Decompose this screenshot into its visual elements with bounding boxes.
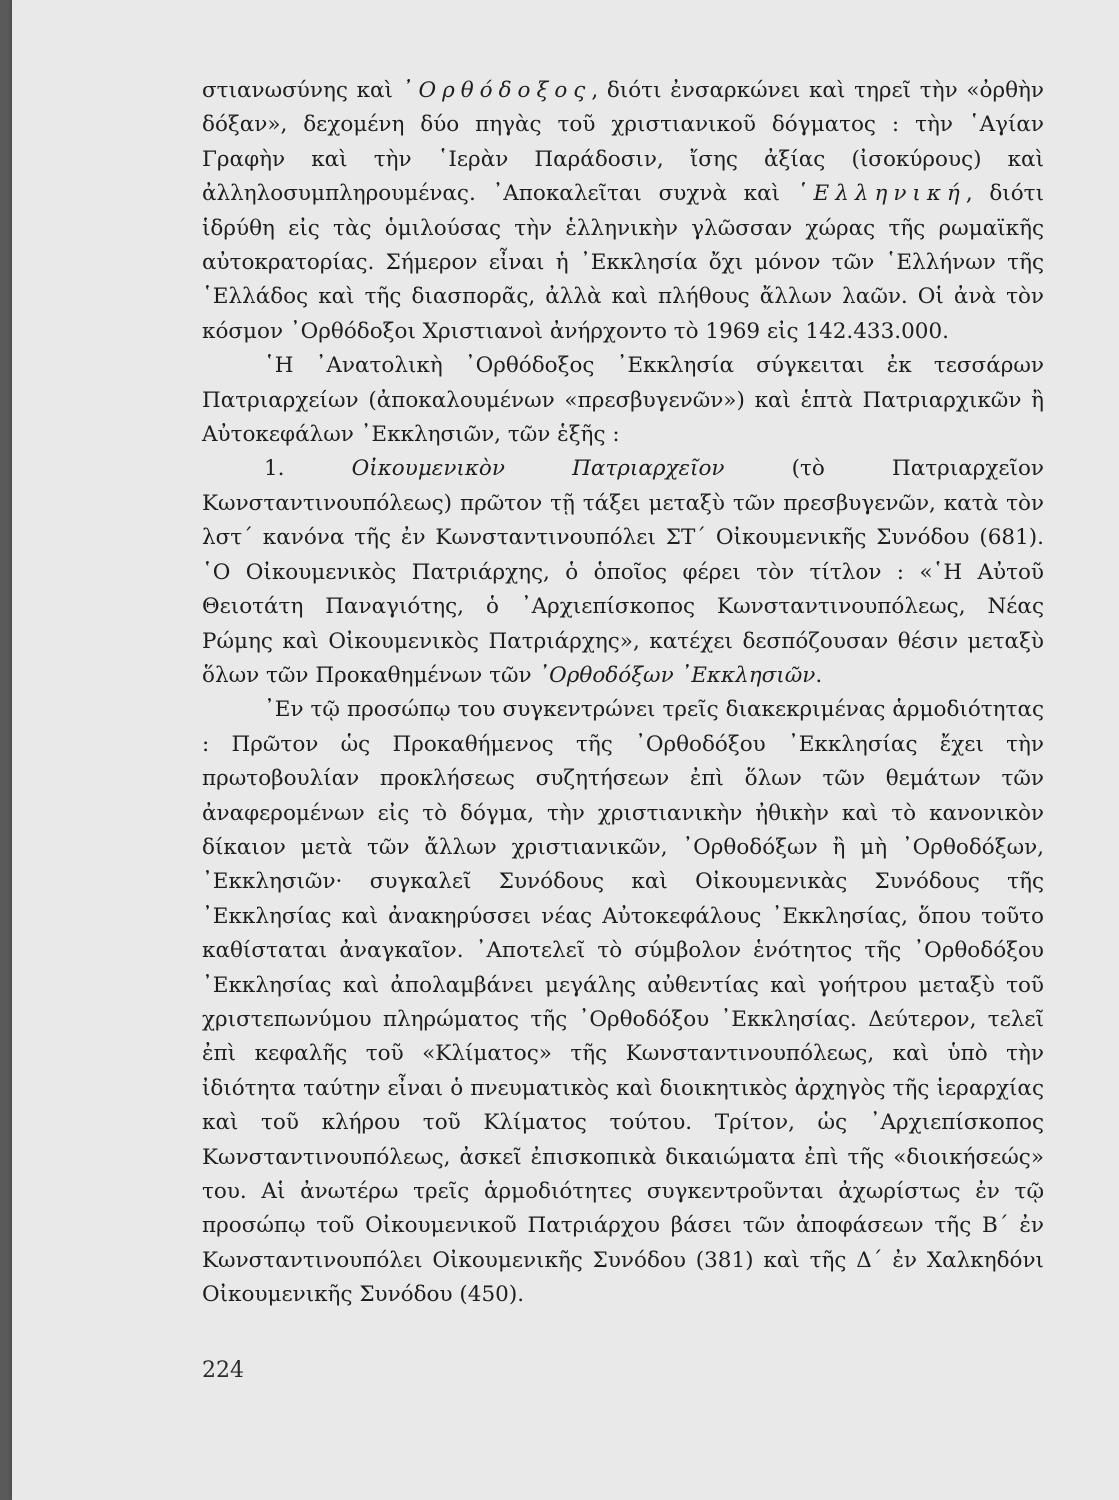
spaced-italic-term: ᾿Ορθόδοξος	[401, 78, 592, 103]
binding-gutter	[0, 0, 12, 1500]
text-segment: (τὸ Πατριαρχεῖον Κωνσταντινουπόλεως) πρῶτον τῇ τάξει μεταξὺ τῶν πρεσβυγενῶν, κατὰ τὸν λστ΄ κανόνα τῆς ἐν Κωνσταντινουπόλει ΣΤ΄ Οἰκουμενικῆς Συνόδου (681). ῾Ο Οἰκουμενικὸς Πατριάρχης, ὁ ὁποῖος φέρει τὸν τίτλον : «῾Η Αὐτοῦ Θειοτάτη Παναγιότης, ὁ ᾿Αρχιεπίσκοπος Κωνσταντινουπόλεως, Νέας Ρώμης καὶ Οἰκουμενικὸς Πατριάρχης», κατέχει δεσπόζουσαν θέσιν μεταξὺ ὅλων τῶν Προκαθημένων τῶν	[202, 456, 1044, 688]
text-segment: ᾿Εν τῷ προσώπῳ του συγκεντρώνει τρεῖς διακεκριμένας ἁρμοδιότητας : Πρῶτον ὡς Προκαθήμενος τῆς ᾿Ορθοδόξου ᾿Εκκλησίας ἔχει τὴν πρωτοβουλίαν προκλήσεως συζητήσεων ἐπὶ ὅλων τῶν θεμάτων τῶν ἀναφερομένων εἰς τὸ δόγμα, τὴν χριστιανικὴν ἠθικὴν καὶ τὸ κανονικὸν δίκαιον μετὰ τῶν ἄλλων χριστιανικῶν, ᾿Ορθοδόξων ἢ μὴ ᾿Ορθοδόξων, ᾿Εκκλησιῶν· συγκαλεῖ Συνόδους καὶ Οἰκουμενικὰς Συνόδους τῆς ᾿Εκκλησίας καὶ ἀνακηρύσσει νέας Αὐτοκεφάλους ᾿Εκκλησίας, ὅπου τοῦτο καθίσταται ἀναγκαῖον. ᾿Αποτελεῖ τὸ σύμβολον ἑνότητος τῆς ᾿Ορθοδόξου ᾿Εκκλησίας καὶ ἀπολαμβάνει μεγάλης αὐθεντίας καὶ γοήτρου μεταξὺ τοῦ χριστεπωνύμου πληρώματος τῆς ᾿Ορθοδόξου ᾿Εκκλησίας. Δεύτερον, τελεῖ ἐπὶ κεφαλῆς τοῦ «Κλίματος» τῆς Κωνσταντινουπόλεως, καὶ ὑπὸ τὴν ἰδιότητα ταύτην εἶναι ὁ πνευματικὸς καὶ διοικητικὸς ἀρχηγὸς τῆς ἱεραρχίας καὶ τοῦ κλήρου τοῦ Κλίματος τούτου. Τρίτον, ὡς ᾿Αρχιεπίσκοπος Κωνσταντινουπόλεως, ἀσκεῖ ἐπισκοπικὰ δικαιώματα ἐπὶ τῆς «διοικήσεώς» του. Αἱ ἀνωτέρω τρεῖς ἁρμοδιότητες συγκεντροῦνται ἀχωρίστως ἐν τῷ προσώπῳ τοῦ Οἰκουμενικοῦ Πατριάρχου βάσει τῶν ἀποφάσεων τῆς Β΄ ἐν Κωνσταντινουπόλει Οἰκουμενικῆς Συνόδου (381) καὶ τῆς Δ΄ ἐν Χαλκηδόνι Οἰκουμενικῆς Συνόδου (450).	[202, 697, 1044, 1308]
paragraph-patriarchates	[202, 349, 1044, 452]
text-segment: , διότι ἐνσαρκώνει καὶ τηρεῖ τὴν «ὀρθὴν δόξαν», δεχομένη δύο πηγὰς τοῦ χριστιανικοῦ δόγματος : τὴν ῾Αγίαν Γραφὴν καὶ τὴν ῾Ιερὰν Παράδοσιν, ἴσης ἀξίας (ἰσοκύρους) καὶ ἀλληλοσυμπληρουμένας. ᾿Αποκαλεῖται συχνὰ καὶ	[202, 78, 1044, 207]
text-segment: στιανωσύνης καὶ	[202, 78, 402, 103]
text-segment: .	[815, 662, 823, 688]
paragraph-item-1	[202, 452, 1044, 693]
text-segment: ῾Η ᾿Ανατολικὴ ᾿Ορθόδοξος ᾿Εκκλησία σύγκειται ἐκ τεσσάρων Πατριαρχείων (ἀποκαλουμένων «πρεσβυγενῶν») καὶ ἑπτὰ Πατριαρχικῶν ἢ Αὐτοκεφάλων ᾿Εκκλησιῶν, τῶν ἑξῆς :	[202, 353, 1044, 448]
italic-heading: Οἰκουμενικὸν Πατριαρχεῖον	[351, 456, 725, 482]
italic-term: ᾿Ορθοδόξων ᾿Εκκλησιῶν	[538, 662, 816, 688]
paragraph-competences	[202, 693, 1044, 1312]
spaced-italic-term: ῾Ελληνική	[796, 181, 966, 207]
list-number: 1.	[264, 456, 352, 482]
text-segment: , διότι ἱδρύθη εἰς τὰς ὁμιλούσας τὴν ἑλληνικὴν γλῶσσαν χώρας τῆς ρωμαϊκῆς αὐτοκρατορίας. Σήμερον εἶναι ἡ ᾿Εκκλησία ὄχι μόνον τῶν ῾Ελλήνων τῆς ῾Ελλάδος καὶ τῆς διασπορᾶς, ἀλλὰ καὶ πλήθους ἄλλων λαῶν. Οἱ ἀνὰ τὸν κόσμον ᾿Ορθόδοξοι Χριστιανοὶ ἀνήρχοντο τὸ 1969 εἰς 142.433.000.	[202, 181, 1044, 344]
paragraph-intro	[202, 74, 1044, 349]
page-number: 224	[202, 1358, 244, 1383]
body-text	[202, 74, 1044, 1313]
